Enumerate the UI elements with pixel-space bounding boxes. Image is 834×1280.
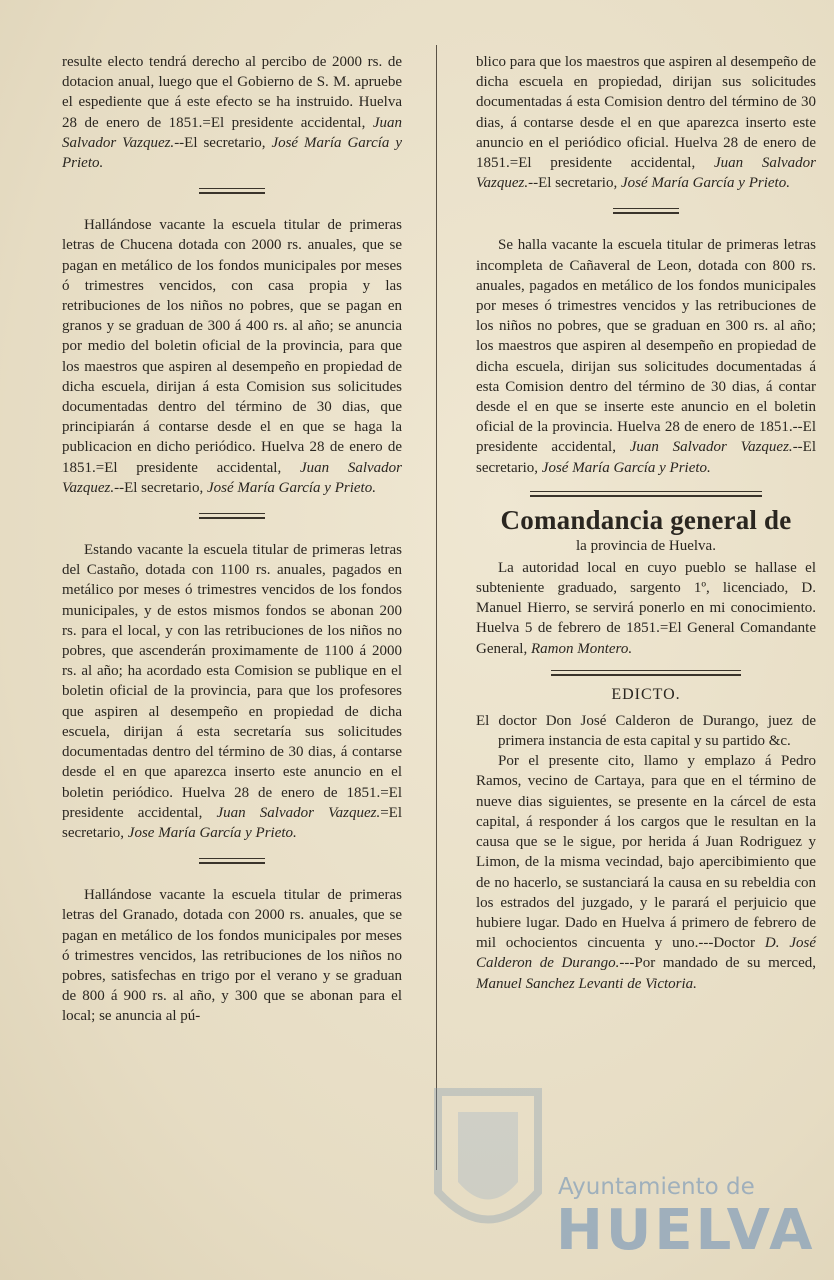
notice-chucena: Hallándose vacante la escuela titular de primeras letras de Chucena dotada con 2000 rs. anuales, que se pagan en metálico de los fondos municipales por meses ó trimestres vencidos, con casa propia y las retribuciones de los niños no pobres, que se pagan en granos y se graduan de 300 á 400 rs. al año; se anuncia por medio del boletin oficial de la provincia, para que los maestros que aspiren al desempeño en propiedad de dicha escuela, dirijan á esta Comision sus solicitudes documentadas dentro del término de 30 dias, que principiarán á contarse desde el en que se haga la publicacion en dicho periódico. Huelva 28 de enero de 1851.=El presidente accidental, Juan Salvador Vazquez.--El secretario, José María García y Prieto. (62, 217, 402, 496)
edict-judge-intro: El doctor Don José Calderon de Durango, juez de primera instancia de esta capital y su partido &c. (476, 712, 816, 750)
separator-ornament (613, 207, 679, 215)
edict-body: Por el presente cito, llamo y emplazo á Pedro Ramos, vecino de Cartaya, para que en el término de nueve dias siguientes, se presente en la cárcel de esta capital, á responder á los cargos que le resultan en la causa que se le sigue, por herida á Juan Rodriguez y Limon, de la misma vecindad, bajo apercibimiento que de no hacerlo, se sustanciará la causa en su rebeldia con los estrados del juzgado, y le parará el perjuicio que hubiere lugar. Dado en Huelva á primero de febrero de mil ochocientos cincuenta y uno.---Doctor D. José Calderon de Durango.---Por mandado de su merced, Manuel Sanchez Levanti de Victoria. (476, 753, 816, 992)
left-column (62, 52, 402, 1027)
edict-title: EDICTO. (611, 685, 681, 703)
notice-granado: Hallándose vacante la escuela titular de primeras letras del Granado, dotada con 2000 rs. anuales, que se pagan en metálico de los fondos municipales por meses ó trimestres vencidos, las retribuciones de los niños no pobres, satisfechas en trigo por el verano y se graduan de 800 á 900 rs. al año, y 300 que se abonan para el local; se anuncia al pú- (62, 887, 402, 1025)
section-heading: Comandancia general de (500, 504, 792, 535)
notice-continuation: resulte electo tendrá derecho al percibo de 2000 rs. de dotacion anual, luego que el Gobierno de S. M. apruebe el espediente que á este efecto se ha instruido. Huelva 28 de enero de 1851.=El presidente accidental, Juan Salvador Vazquez.--El secretario, José María García y Prieto. (62, 54, 402, 172)
watermark-text: Ayuntamiento de (558, 1174, 755, 1200)
section-separator (530, 490, 762, 498)
separator-ornament (199, 857, 265, 865)
section-subheading: la provincia de Huelva. (576, 537, 716, 554)
section-separator (551, 669, 741, 677)
right-column (476, 52, 816, 994)
notice-granado-continuation: blico para que los maestros que aspiren al desempeño de dicha escuela en propiedad, dirijan sus solicitudes documentadas á esta Comision dentro del término de 30 dias, á contarse desde el en que aparezca inserto este anuncio en el periódico oficial. Huelva 28 de enero de 1851.=El presidente accidental, Juan Salvador Vazquez.--El secretario, José María García y Prieto. (476, 54, 816, 192)
column-divider (436, 45, 437, 1170)
notice-canaveral: Se halla vacante la escuela titular de primeras letras incompleta de Cañaveral de Leon, dotada con 800 rs. anuales, pagados en metálico de los fondos municipales por meses ó trimestres vencidos y las retribuciones de los niños no pobres, que se graduan en 300 rs. al año; los maestros que aspiren al desempeño en propiedad de dicha escuela, dirijan sus solicitudes documentadas á esta Comision dentro del término de 30 dias, á contar desde el en que se inserte este anuncio en el boletin oficial de la provincia. Huelva 28 de enero de 1851.--El presidente accidental, Juan Salvador Vazquez.--El secretario, José María García y Prieto. (476, 237, 817, 476)
notice-castano: Estando vacante la escuela titular de primeras letras del Castaño, dotada con 1100 rs. anuales, pagados en metálico por meses ó trimestres vencidos de los fondos municipales, y de estos mismos fondos se abonan 200 rs. para el local, y con las retribuciones de los niños no pobres, que ascenderán proximamente de 1100 á 2000 rs. al año; ha acordado esta Comision se publique en el boletin oficial de la provincia, para que los profesores que aspiren al desempeño en propiedad de dicha escuela, dirijan á esta secretaría sus solicitudes documentadas dentro del término de 30 dias, á contarse desde el en que aparezca inserto este anuncio en el boletin periódico. Huelva 28 de enero de 1851.=El presidente accidental, Juan Salvador Vazquez.=El secretario, Jose María García y Prieto. (62, 542, 403, 841)
separator-ornament (199, 512, 265, 520)
notice-comandancia: La autoridad local en cuyo pueblo se hallase el subteniente graduado, sargento 1º, licenciado, D. Manuel Hierro, se servirá ponerlo en mi conocimiento. Huelva 5 de febrero de 1851.=El General Comandante General, Ramon Montero. (476, 559, 816, 657)
watermark-title: HUELVA (556, 1198, 816, 1263)
separator-ornament (199, 187, 265, 195)
